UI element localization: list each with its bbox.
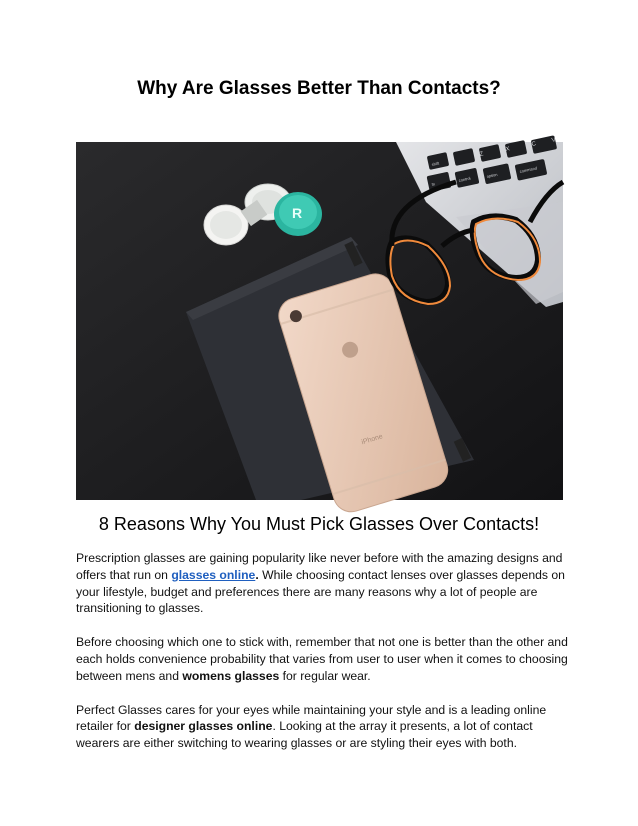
desk-scene-image	[76, 137, 563, 500]
womens-glasses-bold: womens glasses	[182, 668, 280, 683]
hero-photo	[76, 137, 563, 500]
case-letter: R	[292, 205, 303, 221]
section-subtitle: 8 Reasons Why You Must Pick Glasses Over Contacts!	[98, 514, 540, 534]
key-command: command	[519, 165, 538, 174]
phone-brand: iPhone	[360, 433, 384, 447]
key-control: control	[458, 175, 471, 183]
key-fn: fn	[431, 181, 436, 187]
key-shift: shift	[431, 160, 440, 167]
glasses-online-link[interactable]: glasses online	[171, 567, 256, 582]
designer-glasses-bold: designer glasses online	[134, 719, 273, 734]
paragraph-1: Prescription glasses are gaining popularity like never before with the amazing designs and offers that run on glasses online. While choosing contact lenses over glasses depends on your lifestyle, budget and preferences there are many reasons why a lot of people are transitioning to glasses.	[76, 551, 565, 616]
paragraph-3: Perfect Glasses cares for your eyes while maintaining your style and is a leading online retailer for designer glasses online. Looking at the array it presents, a lot of contact wearers are either switching to wearing glasses or are styling their eyes with both.	[76, 702, 547, 751]
key-option: option	[486, 171, 498, 179]
key-x: X	[505, 146, 511, 153]
key-z: Z	[479, 151, 485, 158]
document-title: Why Are Glasses Better Than Contacts?	[137, 78, 501, 99]
article-body	[76, 550, 571, 769]
key-c: C	[531, 141, 537, 148]
key-v: V	[551, 137, 557, 144]
paragraph-2: Before choosing which one to stick with, remember that not one is better than the other and each holds convenience probability that varies from user to user when it comes to choosing between mens and womens glasses for regular wear.	[76, 635, 568, 683]
